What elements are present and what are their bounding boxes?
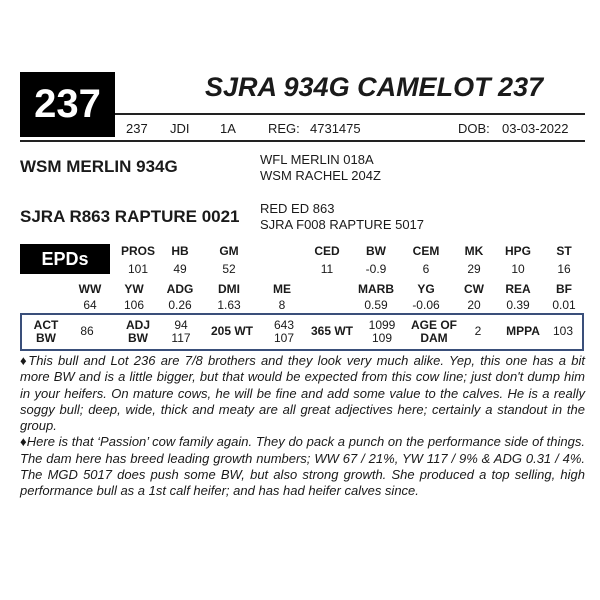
- epds-badge: EPDs: [20, 244, 110, 274]
- epd-header-dmi: DMI: [218, 282, 240, 296]
- sire-dam: WSM RACHEL 204Z: [260, 168, 381, 183]
- wt205-label: 205 WT: [210, 324, 253, 338]
- epd-header-me: ME: [273, 282, 291, 296]
- epd-header-ww: WW: [78, 282, 102, 296]
- epd-header-pros: PROS: [120, 244, 155, 258]
- epd-header-bf: BF: [556, 282, 572, 296]
- epd-header-adg: ADG: [166, 282, 194, 296]
- wt365-value-2: 109: [371, 331, 393, 345]
- epd-header-gm: GM: [219, 244, 239, 258]
- adj-bw-value-2: 117: [171, 331, 191, 345]
- epd-header-rea: REA: [505, 282, 531, 296]
- epd-header-cw: CW: [464, 282, 484, 296]
- meta-lot: 237: [126, 121, 148, 136]
- mppa-value: 103: [552, 324, 574, 338]
- act-bw-label-1: ACT: [33, 318, 59, 332]
- lot-notes: [20, 353, 585, 500]
- adj-bw-label-2: BW: [128, 331, 148, 345]
- epd-value-cem: 6: [422, 262, 430, 276]
- epd-value-cw: 20: [467, 298, 481, 312]
- wt365-label: 365 WT: [310, 324, 353, 338]
- note-paragraph: ♦This bull and Lot 236 are 7/8 brothers and they look very much alike. Yep, this one has a bit more BW and is a little bigger, but that would be expected from this cow line; just don't dump him in your heifers. On mature cows, he will be fine and add some value to the calves. He is a really soggy bull; deep, wide, thick and meaty are all great adjectives here; certainly a standout in the group.: [20, 353, 585, 434]
- meta-grade: 1A: [220, 121, 236, 136]
- mppa-label: MPPA: [506, 324, 540, 338]
- epd-value-bf: 0.01: [552, 298, 576, 312]
- epd-header-hpg: HPG: [504, 244, 531, 258]
- epd-value-rea: 0.39: [506, 298, 530, 312]
- epd-value-ww: 64: [83, 298, 97, 312]
- age-of-dam-label-1: AGE OF: [410, 318, 457, 332]
- dam-name: SJRA R863 RAPTURE 0021: [20, 207, 240, 226]
- sire-name: WSM MERLIN 934G: [20, 157, 178, 176]
- note-paragraph: ♦Here is that ‘Passion’ cow family again. They do pack a punch on the performance side of things. The dam here has breed leading growth numbers; WW 67 / 21%, YW 117 / 9% & ADG 0.31 / 4%. The MGD 5017 does push some BW, but also strong growth. She produced a top selling, high performance bull as a 1st calf heifer; and has had heifer calves since.: [20, 434, 585, 499]
- epd-value-dmi: 1.63: [217, 298, 241, 312]
- epd-value-yw: 106: [123, 298, 145, 312]
- meta-reg: 4731475: [310, 121, 361, 136]
- epd-header-bw: BW: [366, 244, 386, 258]
- epd-value-yg: -0.06: [412, 298, 440, 312]
- epd-value-hpg: 10: [511, 262, 525, 276]
- age-of-dam-label-2: DAM: [420, 331, 448, 345]
- wt205-value-2: 107: [273, 331, 295, 345]
- epd-header-st: ST: [556, 244, 572, 258]
- meta-dob-label: DOB:: [458, 121, 490, 136]
- epd-header-mk: MK: [464, 244, 484, 258]
- lot-title: SJRA 934G CAMELOT 237: [205, 72, 544, 102]
- adj-bw-value-1: 94: [174, 318, 188, 332]
- dam-dam: SJRA F008 RAPTURE 5017: [260, 217, 425, 232]
- epd-header-yg: YG: [417, 282, 435, 296]
- epd-value-me: 8: [278, 298, 286, 312]
- act-bw-value: 86: [80, 324, 94, 338]
- epd-header-yw: YW: [124, 282, 144, 296]
- epd-value-pros: 101: [127, 262, 149, 276]
- meta-reg-label: REG:: [268, 121, 300, 136]
- lot-number-badge: 237: [20, 72, 115, 137]
- wt205-value-1: 643: [273, 318, 295, 332]
- act-bw-label-2: BW: [36, 331, 56, 345]
- epd-header-ced: CED: [314, 244, 340, 258]
- epd-value-bw: -0.9: [365, 262, 387, 276]
- adj-bw-label-1: ADJ: [125, 318, 150, 332]
- meta-dob: 03-03-2022: [502, 121, 569, 136]
- weights-box: [20, 313, 584, 351]
- epd-value-marb: 0.59: [364, 298, 388, 312]
- epd-header-marb: MARB: [358, 282, 394, 296]
- epd-value-ced: 11: [320, 262, 334, 276]
- epd-value-mk: 29: [467, 262, 481, 276]
- meta-jdi: JDI: [170, 121, 190, 136]
- header-rule: [115, 113, 585, 115]
- sire-sire: WFL MERLIN 018A: [260, 152, 374, 167]
- epd-header-cem: CEM: [412, 244, 440, 258]
- epd-value-adg: 0.26: [168, 298, 192, 312]
- epd-header-hb: HB: [171, 244, 189, 258]
- meta-rule: [20, 140, 585, 142]
- epd-value-hb: 49: [173, 262, 187, 276]
- dam-sire: RED ED 863: [260, 201, 335, 216]
- epd-value-st: 16: [557, 262, 571, 276]
- age-of-dam-value: 2: [474, 324, 482, 338]
- wt365-value-1: 1099: [368, 318, 396, 332]
- epd-value-gm: 52: [222, 262, 236, 276]
